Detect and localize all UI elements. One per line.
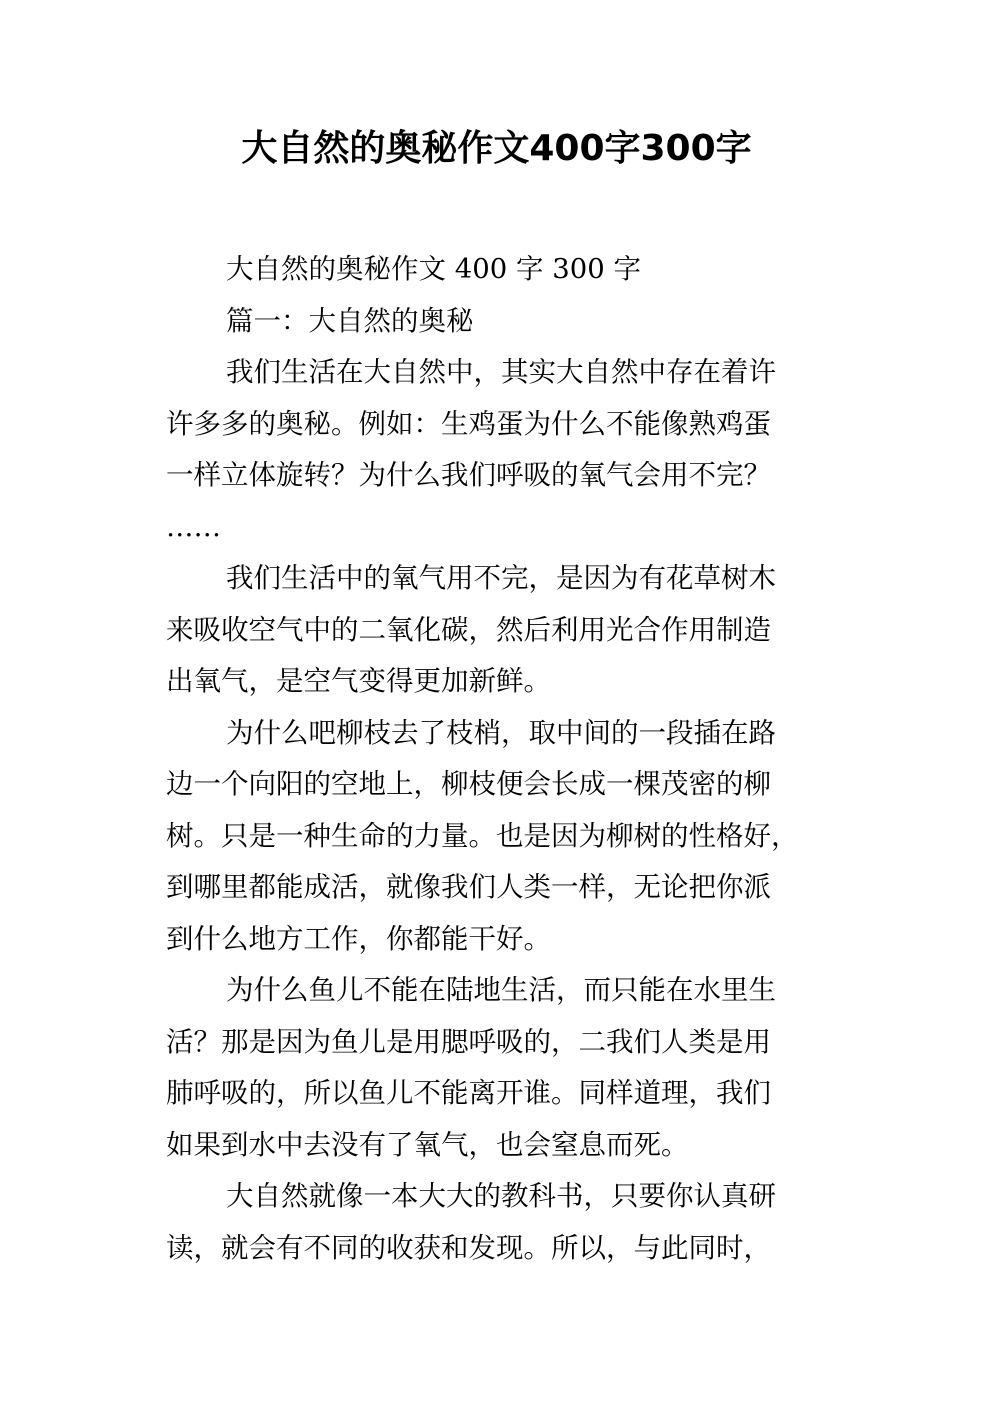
paragraph (166, 553, 828, 708)
text-line: 我们生活在大自然中，其实大自然中存在着许 (226, 356, 776, 388)
subtitle-paragraph (166, 244, 828, 296)
paragraph (166, 347, 828, 553)
text-line: 边一个向阳的空地上，柳枝便会长成一棵茂密的柳 (166, 768, 771, 800)
text-line: 一样立体旋转？为什么我们呼吸的氧气会用不完？ (166, 459, 771, 491)
document-title: 大自然的奥秘作文400字300字 (241, 128, 752, 169)
text-line: 活？那是因为鱼儿是用腮呼吸的，二我们人类是用 (166, 1025, 771, 1058)
text-line: 读，就会有不同的收获和发现。所以，与此同时， (166, 1231, 771, 1264)
text-line: 出氧气，是空气变得更加新鲜。 (166, 665, 551, 697)
text-line: 篇一：大自然的奥秘 (226, 304, 474, 337)
text-line: 如果到水中去没有了氧气，也会窒息而死。 (166, 1128, 689, 1161)
text-line: 为什么鱼儿不能在陆地生活，而只能在水里生 (226, 974, 776, 1006)
text-line: 大自然的奥秘作文 400 字 300 字 (226, 253, 641, 285)
text-line: 为什么吧柳枝去了枝梢，取中间的一段插在路 (226, 716, 776, 749)
section-heading (166, 296, 828, 348)
text-line: 许多多的奥秘。例如：生鸡蛋为什么不能像熟鸡蛋 (166, 407, 771, 440)
paragraph (166, 708, 828, 966)
text-line: 大自然就像一本大大的教科书，只要你认真研 (226, 1180, 776, 1212)
text-line: 我们生活中的氧气用不完，是因为有花草树木 (226, 562, 776, 594)
text-line: 到哪里都能成活，就像我们人类一样，无论把你派 (166, 871, 771, 903)
text-line: 到什么地方工作，你都能干好。 (166, 922, 551, 955)
text-line: 肺呼吸的，所以鱼儿不能离开谁。同样道理，我们 (166, 1077, 771, 1109)
text-line: …… (166, 510, 221, 543)
document-body (166, 244, 828, 1274)
text-line: 树。只是一种生命的力量。也是因为柳树的性格好， (166, 819, 799, 852)
text-line: 来吸收空气中的二氧化碳，然后利用光合作用制造 (166, 613, 771, 646)
paragraph (166, 965, 828, 1171)
paragraph (166, 1171, 828, 1274)
